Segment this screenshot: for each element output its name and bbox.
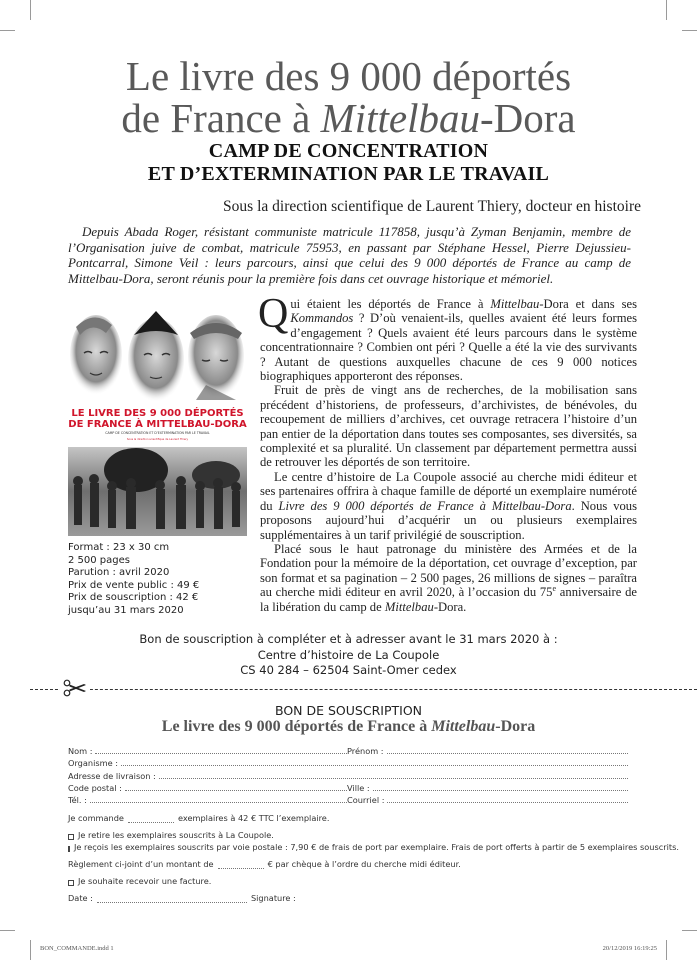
- option-label: Je souhaite recevoir une facture.: [78, 875, 212, 886]
- fill-line[interactable]: [95, 753, 347, 754]
- date-label: Date :: [68, 892, 93, 903]
- payment-label-suffix: € par chèque à l’ordre du cherche midi éditeur.: [267, 858, 461, 869]
- form-title: [0, 718, 697, 736]
- postal-option[interactable]: [68, 840, 679, 852]
- spec-subscription-price: Prix de souscription : 42 €: [68, 592, 199, 604]
- print-timestamp: 20/12/2019 16:19:25: [602, 945, 657, 952]
- text-italic: Mittelbau: [490, 297, 540, 311]
- page-subtitle: [0, 140, 697, 186]
- title-line-1: Le livre des 9 000 déportés: [125, 53, 572, 99]
- spec-pages: 2 500 pages: [68, 554, 130, 566]
- subtitle-line-2: ET D’EXTERMINATION PAR LE TRAVAIL: [147, 163, 550, 185]
- text: -Dora et dans ses: [539, 297, 637, 311]
- amount-fill-line[interactable]: [218, 868, 264, 869]
- book-cover-image: [66, 305, 249, 538]
- book-cover-illustration: [66, 305, 249, 538]
- pickup-option[interactable]: [68, 823, 628, 840]
- fill-line[interactable]: [121, 765, 628, 766]
- field-label: Prénom :: [347, 746, 384, 757]
- text: -Dora: [495, 718, 536, 735]
- signature-label: Signature :: [250, 892, 296, 903]
- title-line-2: [0, 97, 697, 139]
- order-quantity-line: [68, 805, 628, 823]
- field-label: Code postal :: [68, 782, 122, 793]
- fill-line[interactable]: [90, 802, 347, 803]
- text: Le livre des 9 000 déportés de France à: [161, 718, 432, 735]
- form-row: [68, 768, 628, 780]
- option-label: Je reçois les exemplaires souscrits par voie postale : 7,90 € de frais de port par exemplaire. Frais de port offerts à partir de 5 exemplaires souscrits.: [74, 841, 679, 852]
- crop-mark: [30, 0, 31, 20]
- mailing-address-name: Centre d’histoire de La Coupole: [257, 647, 440, 662]
- text-italic: Mittelbau: [431, 718, 496, 735]
- text: ? D’où venaient-ils, quelles avaient été leurs formes d’engagement ? Quels avaient été leurs parcours dans le système concentrationnaire ? Combien ont péri ? Quelle a été la vie des survivants ? Autant de questions auxquelles chacune de ces 9 000 notices biographiques apporteront des réponses.: [260, 311, 637, 384]
- date-fill-line[interactable]: [97, 902, 247, 903]
- form-row: [68, 793, 628, 805]
- spec-public-price: Prix de vente public : 49 €: [68, 579, 200, 591]
- cover-title-line-1: LE LIVRE DES 9 000 DÉPORTÉS: [71, 408, 244, 419]
- text: -Dora.: [433, 599, 467, 614]
- text-italic: Livre des 9 000 déportés de France à Mittelbau-Dora: [278, 498, 572, 513]
- page-title: [0, 55, 697, 139]
- subscription-form: [68, 744, 679, 903]
- body-paragraph-2: Fruit de près de vingt ans de recherches, de la mobilisation sans précédent d’historiens, de professeurs, d’archivistes, de bénévoles, du recoupement de milliers d’archives, cet ouvrage retracera l’histoire d’un pan entier de la déportation dans toutes ses composantes, ses diversités, sa complexité et sa pluralité. Un classement par département permettra aussi de retrouver les déportés de son territoire.: [260, 383, 637, 470]
- field-label: Adresse de livraison :: [68, 770, 156, 781]
- quantity-fill-line[interactable]: [128, 822, 174, 823]
- field-label: Ville :: [347, 782, 370, 793]
- body-paragraph-3: [260, 470, 637, 542]
- subtitle-line-1: CAMP DE CONCENTRATION: [208, 140, 489, 162]
- text: Placé sous le haut patronage du ministère des Armées et de la Fondation pour la mémoire de la déportation, cet ouvrage d’exception, par son format et sa pagination – 2 500 pages, 26 millions de signes – paraîtra au cherche midi éditeur en avril 2020, à l’occasion du 75: [260, 541, 637, 600]
- fill-line[interactable]: [373, 790, 628, 791]
- text-italic: Kommandos: [290, 311, 354, 326]
- option-label: Je retire les exemplaires souscrits à La Coupole.: [78, 829, 274, 840]
- field-label: Organisme :: [68, 758, 118, 769]
- cover-title-line-2: DE FRANCE À MITTELBAU-DORA: [68, 419, 247, 430]
- order-label-suffix: exemplaires à 42 € TTC l’exemplaire.: [177, 812, 330, 823]
- spec-format: Format : 23 x 30 cm: [68, 542, 170, 553]
- organisme-field[interactable]: [68, 758, 628, 768]
- adresse-field[interactable]: [68, 771, 628, 781]
- field-label: Courriel :: [347, 794, 385, 805]
- cover-subtitle: CAMP DE CONCENTRATION ET D’EXTERMINATION PAR LE TRAVAIL: [105, 431, 210, 435]
- mailing-line-1: Bon de souscription à compléter et à adresser avant le 31 mars 2020 à :: [139, 632, 558, 646]
- body-paragraph-1: [258, 291, 637, 384]
- text: ui étaient les déportés de France à: [290, 297, 491, 311]
- crop-mark: [0, 930, 15, 931]
- fill-line[interactable]: [387, 753, 628, 754]
- form-row: [68, 744, 628, 756]
- spec-deadline: jusqu’au 31 mars 2020: [68, 604, 184, 616]
- cut-line: [30, 689, 697, 690]
- drop-cap: Q: [258, 291, 289, 337]
- date-signature-line: [68, 886, 628, 903]
- scientific-direction: Sous la direction scientifique de Laurent Thiery, docteur en histoire: [223, 198, 641, 215]
- courriel-field[interactable]: [347, 795, 628, 805]
- invoice-option[interactable]: [68, 869, 628, 886]
- title-italic: Mittelbau: [320, 95, 480, 141]
- portrait-right: [188, 315, 244, 400]
- payment-line: [68, 852, 628, 869]
- mailing-instructions: [0, 632, 697, 679]
- form-heading: BON DE SOUSCRIPTION: [274, 703, 423, 718]
- cover-credit: Sous la direction scientifique de Laurent Thiery: [126, 438, 189, 441]
- payment-label: Règlement ci-joint d’un montant de: [68, 858, 214, 869]
- spec-release: Parution : avril 2020: [68, 567, 170, 579]
- order-label: Je commande: [68, 812, 124, 823]
- form-row: [68, 756, 628, 768]
- text: . Nous vous proposons aujourd’hui d’acquérir un ou plusieurs exemplaires supplémentaires à un tarif privilégié de souscription.: [260, 498, 637, 542]
- field-label: Tél. :: [68, 794, 87, 805]
- cover-crowd-scene: [68, 447, 247, 536]
- crop-mark: [0, 30, 15, 31]
- prenom-field[interactable]: [347, 746, 628, 756]
- checkbox-icon[interactable]: [68, 880, 74, 886]
- file-name: BON_COMMANDE.indd 1: [40, 945, 114, 952]
- intro-paragraph: Depuis Abada Roger, résistant communiste matricule 117858, jusqu’à Zyman Benjamin, membre de l’Organisation juive de combat, matricule 75953, en passant par Stéphane Hessel, Pierre Dejussieu-Pontcarral, Simone Veil : leurs parcours, ainsi que celui des 9 000 déportés de France au camp de Mittelbau-Dora, seront réunis pour la première fois dans cet ouvrage historique et mémoriel.: [68, 224, 631, 286]
- superscript: e: [552, 583, 557, 593]
- portrait-center: [128, 311, 184, 402]
- text: anniversaire de la libération du camp de: [260, 585, 637, 614]
- book-specs: [68, 542, 199, 618]
- checkbox-icon[interactable]: [68, 846, 70, 852]
- body-text: [258, 291, 637, 614]
- crop-mark: [666, 940, 667, 960]
- body-paragraph-4: [260, 542, 637, 614]
- title-text: -Dora: [480, 95, 576, 141]
- text: Le centre d’histoire de La Coupole associé au cherche midi éditeur et ses partenaires offrira à chaque famille de déporté un exemplaire numéroté du: [260, 469, 637, 513]
- nom-field[interactable]: [68, 746, 347, 756]
- portrait-left: [70, 315, 122, 395]
- mailing-address-street: CS 40 284 – 62504 Saint-Omer cedex: [240, 663, 457, 677]
- tel-field[interactable]: [68, 795, 347, 805]
- ville-field[interactable]: [347, 783, 628, 793]
- crop-mark: [666, 0, 667, 20]
- crop-mark: [30, 940, 31, 960]
- fill-line[interactable]: [125, 790, 347, 791]
- crop-mark: [682, 30, 697, 31]
- scissors-icon: [60, 677, 90, 699]
- form-row: [68, 781, 628, 793]
- fill-line[interactable]: [387, 802, 628, 803]
- crop-mark: [682, 930, 697, 931]
- field-label: Nom :: [68, 746, 93, 757]
- code-postal-field[interactable]: [68, 783, 347, 793]
- text-italic: Mittelbau: [384, 599, 434, 614]
- title-text: de France à: [121, 95, 321, 141]
- checkbox-icon[interactable]: [68, 834, 74, 840]
- fill-line[interactable]: [159, 778, 628, 779]
